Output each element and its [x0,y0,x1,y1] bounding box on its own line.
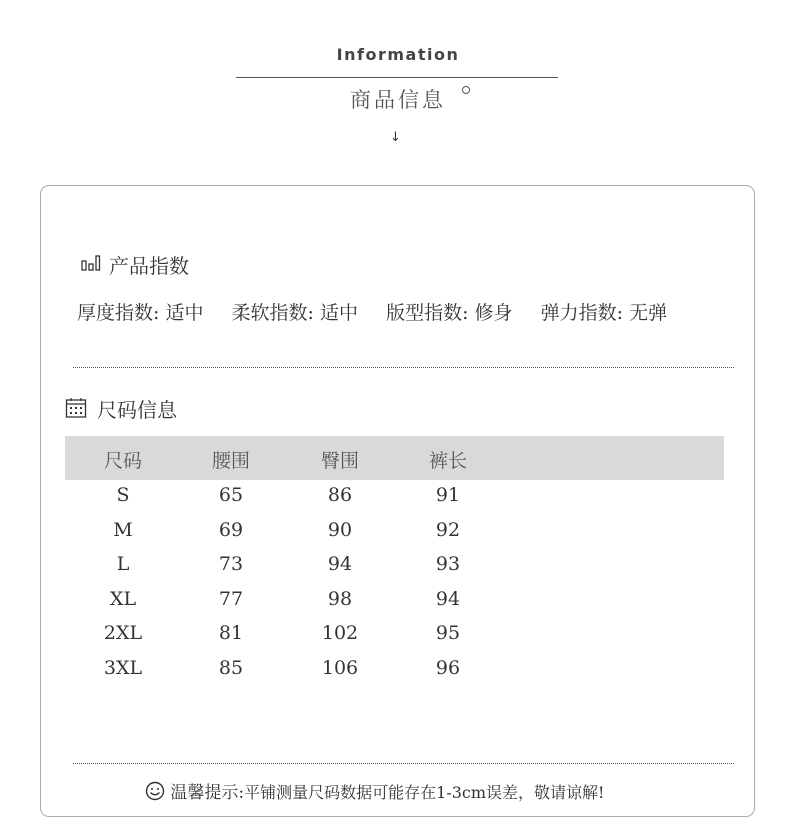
table-cell: 77 [218,587,244,610]
table-cell: 73 [218,553,244,576]
table-cell: 81 [218,622,244,645]
index-elasticity: 弹力指数: 无弹 [540,302,668,324]
section-title-english: Information [336,45,460,64]
table-cell: 95 [435,622,461,645]
size-table-header [65,436,724,480]
arrow-down-icon: ↓ [390,130,401,145]
table-cell: 94 [435,587,461,610]
tip-row [145,778,604,803]
table-cell: 65 [218,484,244,506]
table-row [0,484,790,514]
tip-label: 温馨提示: [170,783,245,803]
table-cell: S [116,484,130,506]
product-index-list [77,298,689,325]
column-header: 裤长 [428,450,467,472]
table-cell: 96 [435,657,461,679]
table-cell: 90 [327,518,353,541]
table-cell: XL [109,587,137,610]
table-row [0,657,790,687]
table-cell: 94 [327,553,353,576]
smile-icon [145,781,165,801]
table-cell: M [113,518,133,541]
dotted-divider [73,367,734,368]
product-index-title: 产品指数 [109,254,189,278]
column-header: 尺码 [103,450,142,472]
bar-chart-icon [81,254,101,276]
index-fit: 版型指数: 修身 [386,302,513,324]
table-cell: 3XL [103,657,143,679]
table-cell: 93 [435,553,461,576]
tip-text: 平铺测量尺码数据可能存在1-3cm误差，敬请谅解! [244,783,605,802]
calendar-icon [65,397,87,423]
table-cell: 86 [327,484,353,506]
table-row [0,553,790,583]
table-cell: 69 [218,518,244,541]
table-row [0,519,790,549]
section-title-chinese: 商品信息 [350,88,446,112]
table-cell: L [116,553,130,576]
title-divider [236,77,558,78]
table-cell: 85 [218,657,244,679]
dotted-divider [73,763,734,764]
circle-decoration-icon [462,86,470,94]
index-softness: 柔软指数: 适中 [231,302,359,324]
table-cell: 92 [435,518,461,541]
size-info-title: 尺码信息 [97,398,177,422]
column-header: 腰围 [211,450,250,472]
table-row [0,588,790,618]
table-cell: 106 [321,657,359,679]
index-thickness: 厚度指数: 适中 [77,302,204,324]
table-cell: 2XL [103,622,143,645]
column-header: 臀围 [320,450,359,472]
table-row [0,622,790,652]
table-cell: 102 [321,622,359,645]
table-cell: 91 [435,484,461,506]
table-cell: 98 [327,587,353,610]
